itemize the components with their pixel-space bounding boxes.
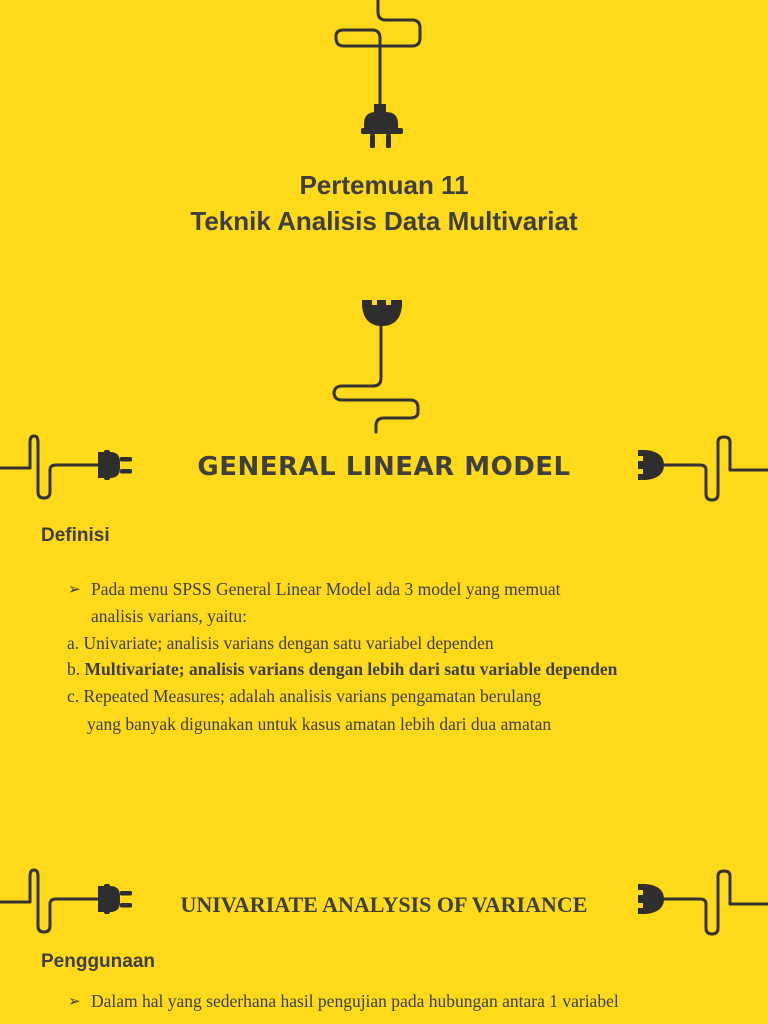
- item-a: a. Univariate; analisis varians dengan satu variabel dependen: [67, 633, 494, 653]
- socket-icon: [362, 300, 402, 326]
- arrow-bullet-icon: ➢: [68, 582, 81, 598]
- item-c-line-1: c. Repeated Measures; adalah analisis varians pengamatan berulang: [67, 686, 542, 706]
- item-c-line-2: yang banyak digunakan untuk kasus amatan lebih dari dua amatan: [87, 714, 552, 734]
- usage-bullet-line-1: Dalam hal yang sederhana hasil pengujian pada hubungan antara 1 variabel: [91, 991, 619, 1011]
- bullet-line-1: Pada menu SPSS General Linear Model ada 3 model yang memuat: [91, 579, 561, 599]
- subheading-penggunaan: Penggunaan: [41, 951, 156, 972]
- arrow-bullet-icon: ➢: [68, 994, 81, 1010]
- item-b-prefix: b.: [67, 659, 81, 679]
- item-b: [67, 656, 617, 683]
- page-title-line2: Teknik Analisis Data Multivariat: [190, 206, 578, 236]
- subheading-definisi: Definisi: [41, 525, 110, 546]
- page-title-line1: Pertemuan 11: [299, 170, 469, 200]
- bullet-line-2: analisis varians, yaitu:: [91, 606, 248, 626]
- item-b-bold: Multivariate; analisis varians dengan lebih dari satu variable dependen: [84, 659, 618, 679]
- section-heading-general-linear-model: GENERAL LINEAR MODEL: [197, 452, 571, 482]
- plug-icon: [361, 104, 403, 148]
- section-heading-univariate: UNIVARIATE ANALYSIS OF VARIANCE: [180, 892, 588, 917]
